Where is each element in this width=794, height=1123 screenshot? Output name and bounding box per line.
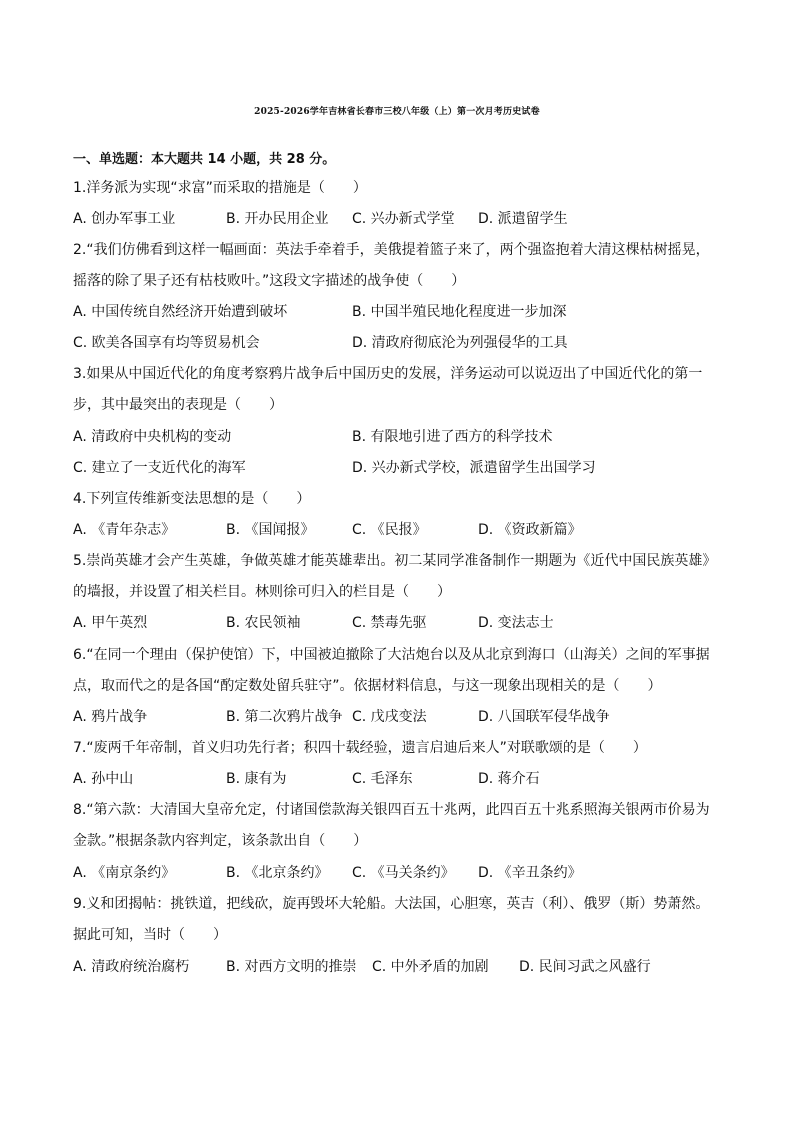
question-1-option-c[interactable]: C. 兴办新式学堂 [352,211,455,227]
question-3-stem-line-1: 3.如果从中国近代化的角度考察鸦片战争后中国历史的发展，洋务运动可以说迈出了中国近代化的第一 [73,366,703,382]
question-6-option-b[interactable]: B. 第二次鸦片战争 [226,709,343,725]
question-7-option-c[interactable]: C. 毛泽东 [352,771,413,787]
question-8-option-b[interactable]: B. 《北京条约》 [226,865,329,881]
question-1-option-b[interactable]: B. 开办民用企业 [226,211,329,227]
question-6-option-c[interactable]: C. 戊戌变法 [352,709,427,725]
exam-title: 2025-2026学年吉林省长春市三校八年级（上）第一次月考历史试卷 [254,107,540,117]
question-8-stem-line-2: 金款。”根据条款内容判定，该条款出自（ ） [73,833,368,849]
question-8-stem-line-1: 8.“第六款：大清国大皇帝允定，付诸国偿款海关银四百五十兆两，此四百五十兆系照海关银两市价易为 [73,802,710,818]
question-1-option-d[interactable]: D. 派遣留学生 [478,211,568,227]
question-7-option-b[interactable]: B. 康有为 [226,771,287,787]
section-heading: 一、单选题：本大题共 14 小题，共 28 分。 [73,152,336,167]
question-7-option-a[interactable]: A. 孙中山 [73,771,134,787]
question-4-option-b[interactable]: B. 《国闻报》 [226,522,315,538]
question-6-option-a[interactable]: A. 鸦片战争 [73,709,148,725]
question-9-option-b[interactable]: B. 对西方文明的推崇 [226,959,357,975]
question-3-option-d[interactable]: D. 兴办新式学校，派遣留学生出国学习 [352,460,596,476]
question-2-option-b[interactable]: B. 中国半殖民地化程度进一步加深 [352,304,567,320]
question-9-stem-line-1: 9.义和团揭帖：挑铁道，把线砍，旋再毁坏大轮船。大法国，心胆寒，英吉（利）、俄罗（斯）势萧然。 [73,896,710,912]
question-8-option-c[interactable]: C. 《马关条约》 [352,865,455,881]
question-3-option-b[interactable]: B. 有限地引进了西方的科学技术 [352,429,553,445]
question-6-option-d[interactable]: D. 八国联军侵华战争 [478,709,610,725]
question-4-option-d[interactable]: D. 《资政新篇》 [478,522,582,538]
question-9-option-c[interactable]: C. 中外矛盾的加剧 [372,959,489,975]
question-5-option-c[interactable]: C. 禁毒先驱 [352,615,427,631]
question-5-stem-line-1: 5.崇尚英雄才会产生英雄，争做英雄才能英雄辈出。初二某同学准备制作一期题为《近代中国民族英雄》 [73,553,717,569]
question-5-option-b[interactable]: B. 农民领袖 [226,615,301,631]
question-2-option-d[interactable]: D. 清政府彻底沦为列强侵华的工具 [352,335,568,351]
question-3-stem-line-2: 步，其中最突出的表现是（ ） [73,397,283,413]
question-5-option-d[interactable]: D. 变法志士 [478,615,554,631]
question-2-stem-line-2: 摇落的除了果子还有枯枝败叶。”这段文字描述的战争使（ ） [73,273,466,289]
question-7-option-d[interactable]: D. 蒋介石 [478,771,540,787]
question-8-option-d[interactable]: D. 《辛丑条约》 [478,865,582,881]
question-9-option-d[interactable]: D. 民间习武之风盛行 [519,959,651,975]
question-9-stem-line-2: 据此可知，当时（ ） [73,927,227,943]
question-3-option-a[interactable]: A. 清政府中央机构的变动 [73,429,232,445]
question-1-stem: 1.洋务派为实现“求富”而采取的措施是（ ） [73,180,367,196]
question-5-option-a[interactable]: A. 甲午英烈 [73,615,148,631]
question-6-stem-line-1: 6.“在同一个理由（保护使馆）下，中国被迫撤除了大沽炮台以及从北京到海口（山海关）之间的军事据 [73,647,710,663]
question-7-stem: 7.“废两千年帝制，首义归功先行者；积四十载经验，遗言启迪后来人”对联歌颂的是（ ） [73,740,647,756]
question-8-option-a[interactable]: A. 《南京条约》 [73,865,176,881]
question-9-option-a[interactable]: A. 清政府统治腐朽 [73,959,190,975]
question-4-stem: 4.下列宣传维新变法思想的是（ ） [73,491,311,507]
question-2-stem-line-1: 2.“我们仿佛看到这样一幅画面：英法手牵着手，美俄提着篮子来了，两个强盗抱着大清这棵枯树摇晃， [73,242,710,258]
question-4-option-a[interactable]: A. 《青年杂志》 [73,522,176,538]
question-4-option-c[interactable]: C. 《民报》 [352,522,427,538]
question-2-option-c[interactable]: C. 欧美各国享有均等贸易机会 [73,335,260,351]
question-1-option-a[interactable]: A. 创办军事工业 [73,211,176,227]
question-3-option-c[interactable]: C. 建立了一支近代化的海军 [73,460,246,476]
question-5-stem-line-2: 的墙报，并设置了相关栏目。林则徐可归入的栏目是（ ） [73,584,451,600]
question-2-option-a[interactable]: A. 中国传统自然经济开始遭到破坏 [73,304,288,320]
question-6-stem-line-2: 点，取而代之的是各国“酌定数处留兵驻守”。依据材料信息，与这一现象出现相关的是（ ） [73,678,662,694]
